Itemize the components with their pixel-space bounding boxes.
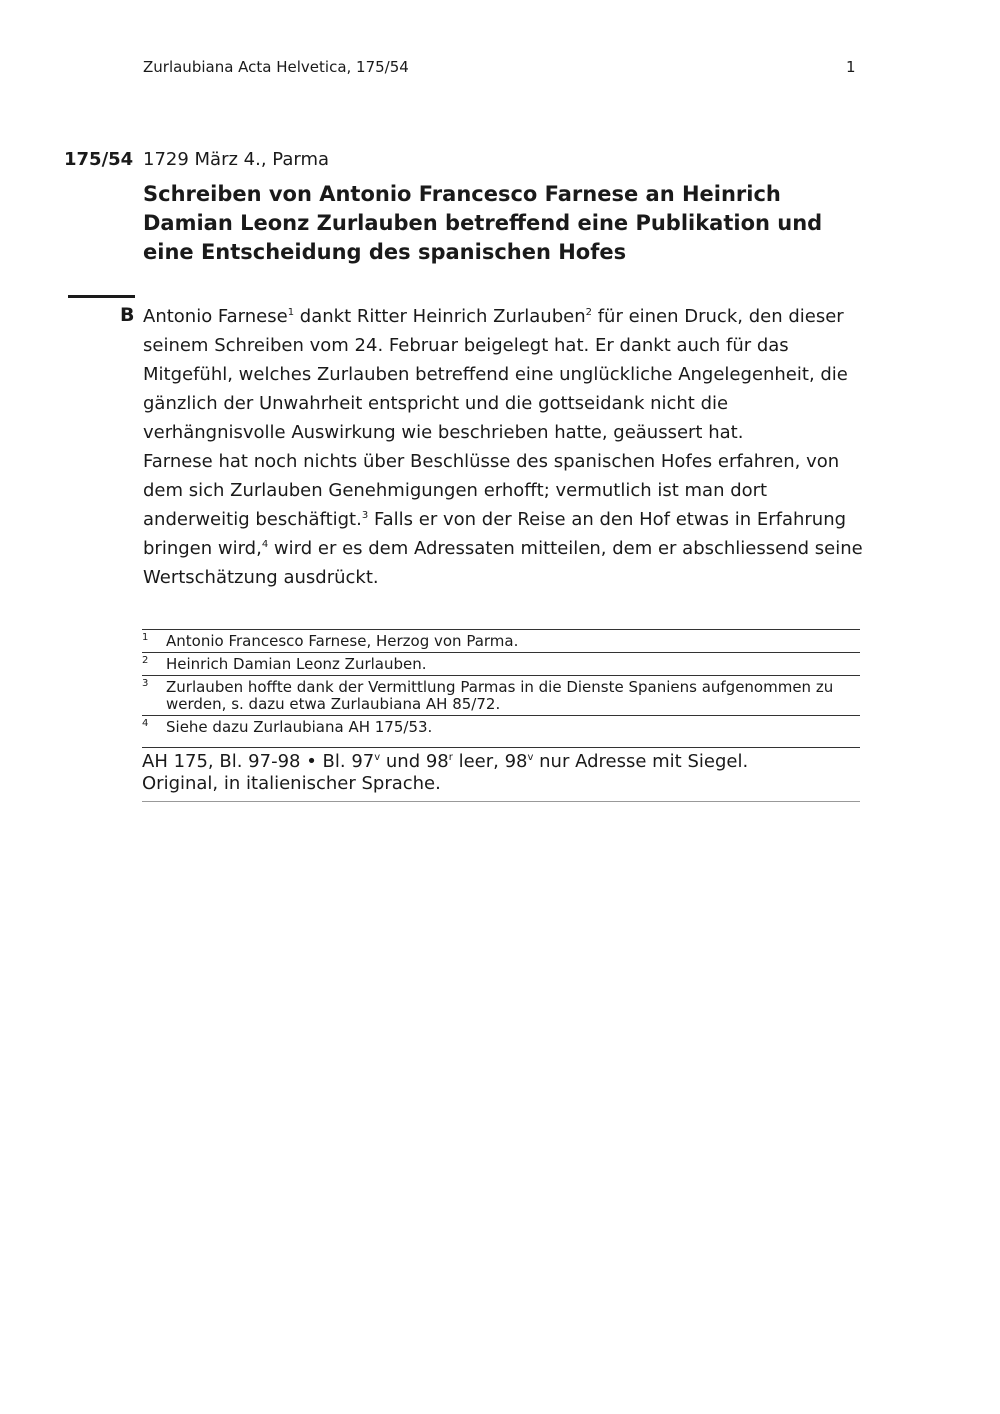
footnote-text: Antonio Francesco Farnese, Herzog von Parma. <box>166 632 519 650</box>
regest-paragraph-2 <box>143 447 863 592</box>
footnote-2 <box>142 652 860 675</box>
source-segment: und 98 <box>380 751 449 772</box>
footnote-text: Heinrich Damian Leonz Zurlauben. <box>166 655 427 673</box>
section-divider <box>68 295 135 298</box>
footnote-1 <box>142 629 860 652</box>
source-line-2: Original, in italienischer Sprache. <box>142 773 441 794</box>
document-title: Schreiben von Antonio Francesco Farnese an Heinrich Damian Leonz Zurlauben betreffend eine Publikation und eine Entscheidung des spanischen Hofes <box>143 182 823 264</box>
regest-segment: Falls er von der Reise an den Hof etwas in Erfahrung bringen wird, <box>143 509 847 559</box>
source-line-1 <box>142 751 860 773</box>
running-header-title: Zurlaubiana Acta Helvetica, 175/54 <box>143 58 409 76</box>
footnote-mark: 4 <box>142 718 149 729</box>
source-segment: leer, 98 <box>452 751 528 772</box>
regest-segment: für einen Druck, den dieser seinem Schreiben vom 24. Februar beigelegt hat. Er dankt auch für das Mitgefühl, welches Zurlauben betreffend eine unglückliche Angelegenheit, die gänzlich der Unwahrheit entspricht und die gottseidank nicht die verhängnisvolle Auswirkung wie beschrieben hatte, geäussert hat. <box>143 306 848 443</box>
document-number: 175/54 <box>64 149 134 170</box>
regest-segment: Farnese hat noch nichts über Beschlüsse des spanischen Hofes erfahren, von dem sich Zurlauben Genehmigungen erhofft; vermutlich ist man dort anderweitig beschäftigt. <box>143 451 840 530</box>
folio-side: v <box>374 752 381 763</box>
document-date-place: 1729 März 4., Parma <box>143 149 330 170</box>
footnotes <box>142 629 860 738</box>
folio-side: v <box>527 752 534 763</box>
section-letter: B <box>120 304 135 326</box>
footnote-mark: 2 <box>142 655 149 666</box>
footnote-text: Siehe dazu Zurlaubiana AH 175/53. <box>166 718 433 736</box>
page-number: 1 <box>846 58 856 76</box>
footnote-ref[interactable]: 1 <box>287 307 295 318</box>
source-segment: nur Adresse mit Siegel. <box>533 751 749 772</box>
footnote-mark: 3 <box>142 678 149 689</box>
footnote-mark: 1 <box>142 632 149 643</box>
source-reference <box>142 747 860 802</box>
regest-text <box>143 302 863 592</box>
folio-side: r <box>448 752 453 763</box>
regest-segment: Antonio Farnese <box>143 306 288 327</box>
regest-segment: dankt Ritter Heinrich Zurlauben <box>294 306 586 327</box>
footnote-3 <box>142 675 860 715</box>
source-segment: AH 175, Bl. 97-98 • Bl. 97 <box>142 751 375 772</box>
footnote-ref[interactable]: 4 <box>261 539 269 550</box>
regest-paragraph-1 <box>143 302 863 447</box>
regest-segment: wird er es dem Adressaten mitteilen, dem er abschliessend seine Wertschätzung ausdrückt. <box>143 538 863 588</box>
footnote-4 <box>142 715 860 738</box>
footnote-text: Zurlauben hoffte dank der Vermittlung Parmas in die Dienste Spaniens aufgenommen zu werden, s. dazu etwa Zurlaubiana AH 85/72. <box>166 678 834 713</box>
footnote-ref[interactable]: 2 <box>585 307 592 318</box>
footnote-ref[interactable]: 3 <box>361 510 369 521</box>
